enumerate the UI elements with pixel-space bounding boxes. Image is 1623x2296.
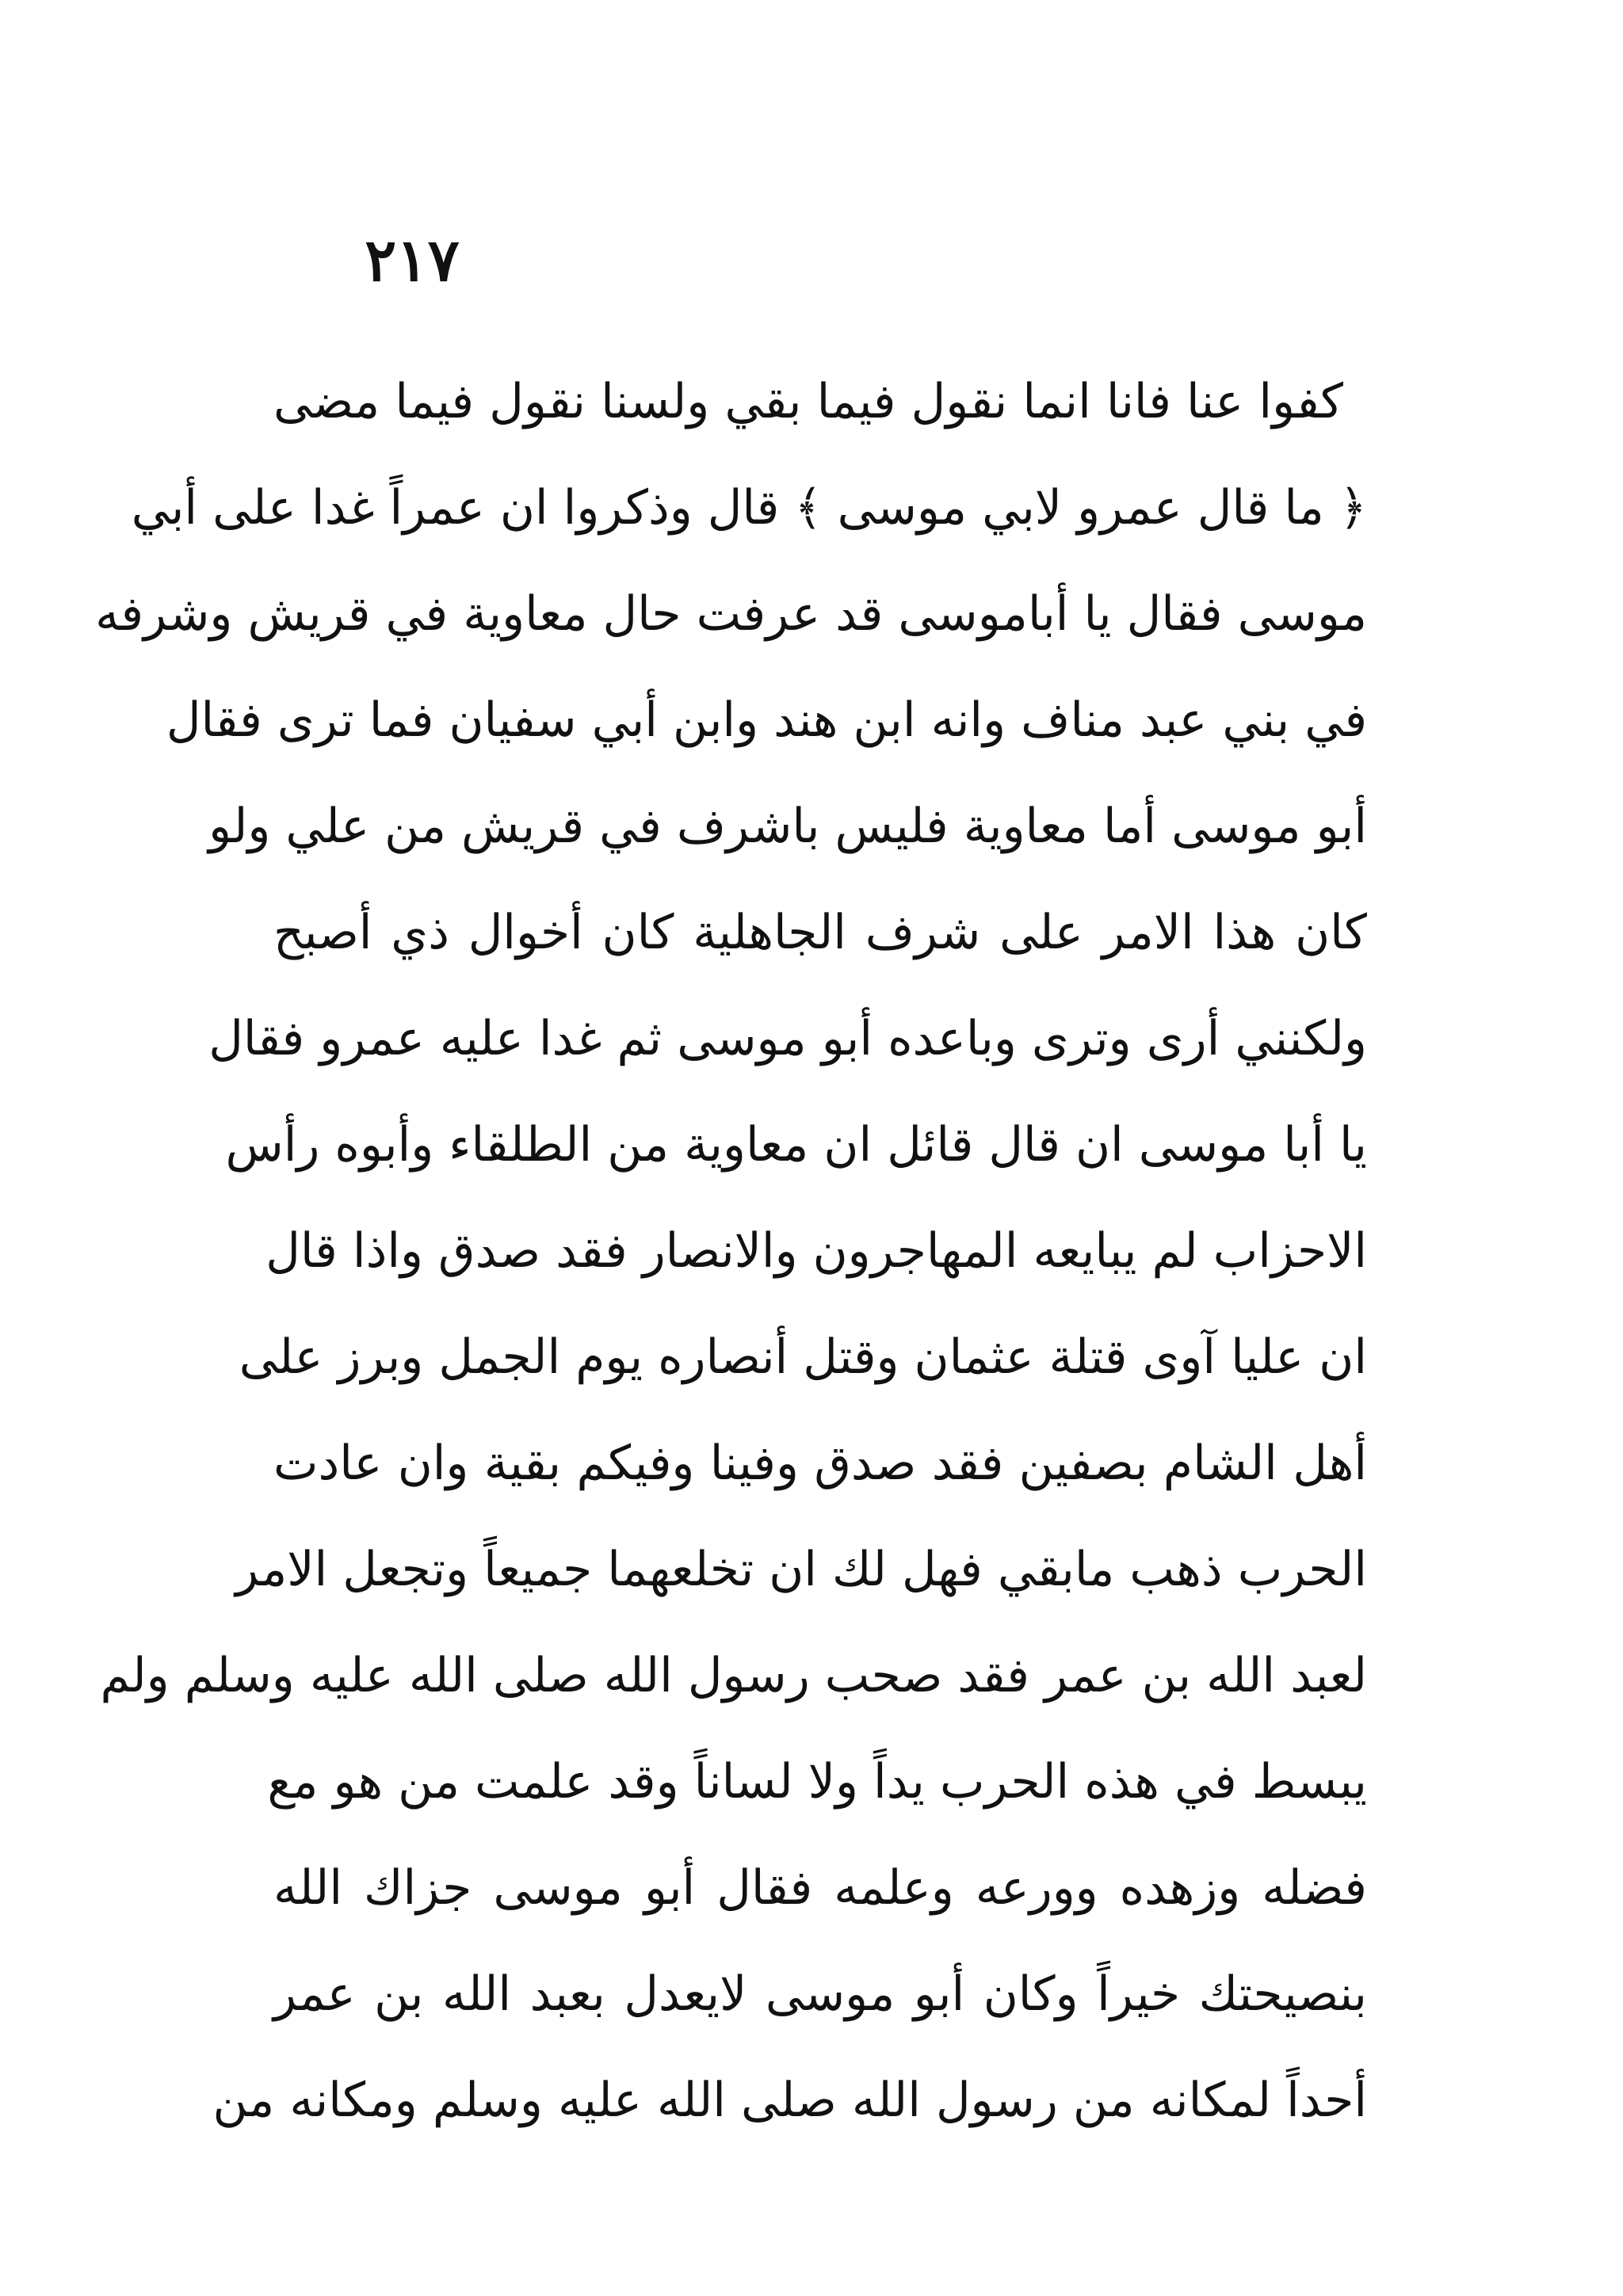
text-line: كان هذا الامر على شرف الجاهلية كان أخوال ذي أصبح (273, 905, 1367, 960)
page-number: ٢١٧ (365, 227, 460, 295)
text-line: بنصيحتك خيراً وكان أبو موسى لايعدل بعبد الله بن عمر (273, 1966, 1367, 2022)
text-line: كفوا عنا فانا انما نقول فيما بقي ولسنا نقول فيما مضى (273, 374, 1343, 429)
text-line: في بني عبد مناف وانه ابن هند وابن أبي سفيان فما ترى فقال (166, 692, 1367, 748)
text-line: يا أبا موسى ان قال قائل ان معاوية من الطلقاء وأبوه رأس (225, 1117, 1367, 1173)
text-line: الاحزاب لم يبايعه المهاجرون والانصار فقد صدق واذا قال (265, 1223, 1367, 1279)
text-line: ﴿ ما قال عمرو لابي موسى ﴾ قال وذكروا ان عمراً غدا على أبي (131, 480, 1367, 536)
text-line: فضله وزهده وورعه وعلمه فقال أبو موسى جزاك الله (273, 1860, 1367, 1916)
text-line: أبو موسى أما معاوية فليس باشرف في قريش من علي ولو (208, 799, 1367, 854)
text-line: لعبد الله بن عمر فقد صحب رسول الله صلى الله عليه وسلم ولم (100, 1648, 1367, 1703)
text-line: موسى فقال يا أباموسى قد عرفت حال معاوية في قريش وشرفه (95, 586, 1367, 642)
text-line: أحداً لمكانه من رسول الله صلى الله عليه وسلم ومكانه من (212, 2073, 1367, 2128)
text-line: أهل الشام بصفين فقد صدق وفينا وفيكم بقية وان عادت (273, 1436, 1367, 1491)
text-line: ولكنني أرى وترى وباعده أبو موسى ثم غدا عليه عمرو فقال (208, 1011, 1367, 1066)
body-text (95, 349, 1367, 2153)
text-line: يبسط في هذه الحرب يداً ولا لساناً وقد علمت من هو مع (267, 1754, 1367, 1810)
text-line: ان عليا آوى قتلة عثمان وقتل أنصاره يوم الجمل وبرز على (239, 1329, 1367, 1385)
text-line: الحرب ذهب مابقي فهل لك ان تخلعهما جميعاً وتجعل الامر (235, 1542, 1367, 1597)
